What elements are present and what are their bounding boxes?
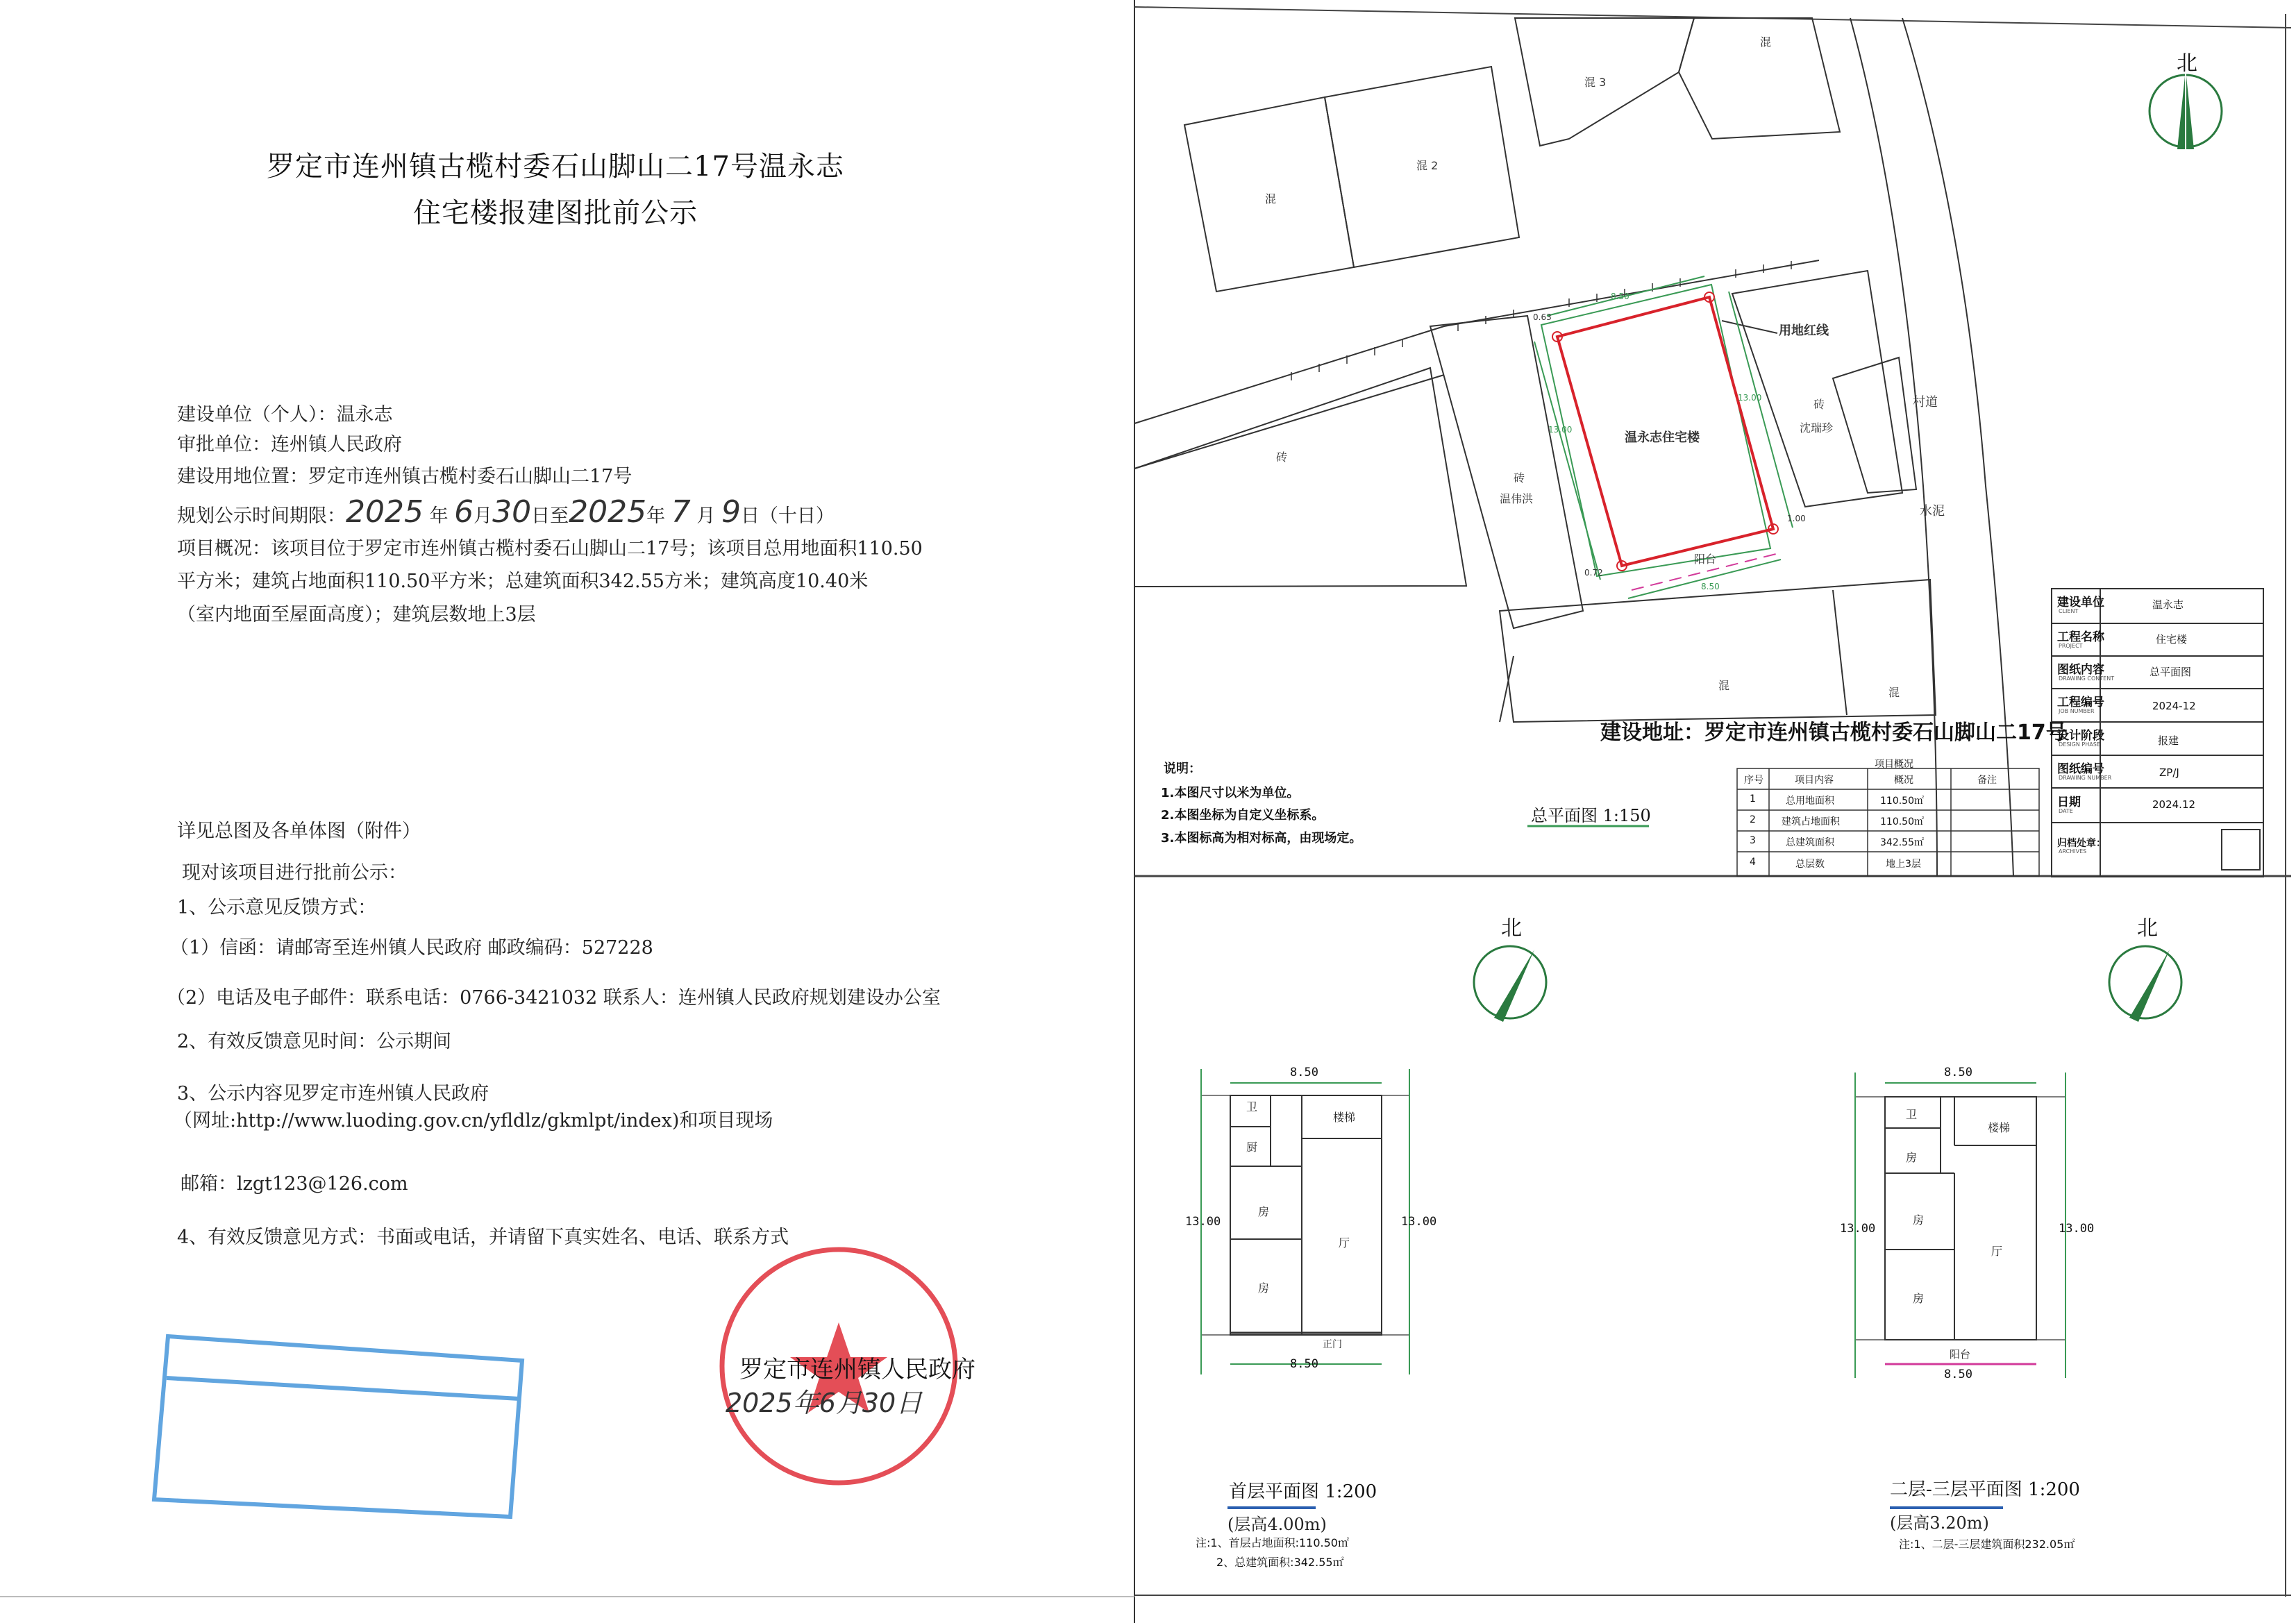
notice-title-line2: 住宅楼报建图批前公示 bbox=[413, 197, 698, 229]
period-day-unit-end: 日（十日） bbox=[740, 505, 835, 527]
floor1-note2: 2、总建筑面积:342.55㎡ bbox=[1216, 1556, 1344, 1569]
floor1-room-hall: 厅 bbox=[1339, 1236, 1350, 1250]
label-hun-left: 混 bbox=[1265, 192, 1277, 205]
tb-job-label: 工程编号 bbox=[2057, 696, 2104, 709]
table-cell: 110.50㎡ bbox=[1880, 816, 1924, 827]
tb-number-label: 图纸编号 bbox=[2057, 762, 2104, 776]
floor2-room-stairs: 楼梯 bbox=[1988, 1121, 2011, 1134]
signature-org: 罗定市连州镇人民政府 bbox=[739, 1356, 975, 1384]
dim-site-left: 13.00 bbox=[1548, 425, 1573, 435]
floor1-plan bbox=[1201, 1069, 1409, 1374]
period-year-start: 2025 bbox=[346, 494, 424, 530]
floor2-room-bedroom3: 房 bbox=[1913, 1292, 1925, 1305]
dim-site-063: 0.63 bbox=[1533, 312, 1552, 322]
table-cell: 4 bbox=[1750, 857, 1756, 868]
table-cell: 总用地面积 bbox=[1786, 796, 1834, 807]
blue-stamp bbox=[154, 1336, 522, 1517]
label-redline: 用地红线 bbox=[1779, 323, 1829, 338]
info-overview-3: （室内地面至屋面高度）；建筑层数地上3层 bbox=[177, 604, 536, 625]
table-cell: 地上3层 bbox=[1886, 859, 1921, 870]
site-north-label: 北 bbox=[2177, 51, 2197, 76]
period-day-end: 9 bbox=[721, 494, 741, 530]
note-3: 3.本图标高为相对标高，由现场定。 bbox=[1161, 831, 1362, 846]
period-year-unit-end: 年 bbox=[646, 505, 666, 527]
floor2-dim-bottom: 8.50 bbox=[1944, 1368, 1972, 1381]
email: 邮箱：lzgt123@126.com bbox=[181, 1173, 408, 1195]
note-2: 2.本图坐标为自定义坐标系。 bbox=[1161, 808, 1325, 823]
north-arrow-floor1 bbox=[1474, 946, 1546, 1022]
table-cell: 3 bbox=[1750, 835, 1756, 846]
table-cell: 建筑占地面积 bbox=[1782, 816, 1840, 827]
tb-phase-sub: DESIGN PHASE bbox=[2059, 741, 2100, 748]
period-month-end: 7 bbox=[671, 494, 691, 530]
info-client: 建设单位（个人）：温永志 bbox=[177, 404, 393, 426]
floor1-dim-bottom: 8.50 bbox=[1290, 1357, 1318, 1371]
tb-project-sub: PROJECT bbox=[2059, 643, 2083, 649]
table-cell: 总层数 bbox=[1795, 859, 1825, 870]
feedback-method: 1、公示意见反馈方式： bbox=[177, 897, 377, 918]
period-year-end: 2025 bbox=[569, 494, 647, 530]
tb-phase-value: 报建 bbox=[2158, 734, 2179, 747]
publicity-intro: 现对该项目进行批前公示： bbox=[182, 862, 407, 884]
floor1-dim-top: 8.50 bbox=[1290, 1066, 1318, 1079]
dim-site-right: 13.00 bbox=[1738, 393, 1762, 403]
table-header-summary: 概况 bbox=[1894, 775, 1913, 786]
tb-archive-label: 归档处章： bbox=[2057, 838, 2106, 849]
tb-phase-label: 设计阶段 bbox=[2057, 729, 2104, 743]
dim-site-bottom: 8.50 bbox=[1701, 582, 1720, 591]
floor2-dim-right: 13.00 bbox=[2059, 1222, 2095, 1236]
floor1-room-kitchen: 厨 bbox=[1246, 1141, 1258, 1154]
floor1-room-stairs: 楼梯 bbox=[1333, 1111, 1356, 1124]
site-plan bbox=[1134, 18, 2263, 877]
label-hun2: 混 2 bbox=[1416, 159, 1439, 172]
tb-project-label: 工程名称 bbox=[2057, 630, 2104, 644]
period-to: 日至 bbox=[531, 505, 569, 527]
site-plan-title: 总平面图 1:150 bbox=[1531, 806, 1651, 825]
label-hun-bottom2: 混 bbox=[1888, 686, 1900, 699]
floor1-dim-left: 13.00 bbox=[1185, 1215, 1221, 1229]
floor2-room-hall: 厅 bbox=[1991, 1245, 2003, 1258]
tb-archive-sub: ARCHIVES bbox=[2059, 848, 2087, 855]
tb-number-value: ZP/J bbox=[2159, 766, 2179, 779]
floor2-room-bath: 卫 bbox=[1906, 1108, 1918, 1121]
floor1-room-bath: 卫 bbox=[1246, 1100, 1258, 1113]
label-hun-bottom1: 混 bbox=[1718, 679, 1730, 692]
tb-client-sub: CLIENT bbox=[2059, 608, 2079, 614]
label-wen-weihong: 温伟洪 bbox=[1500, 492, 1534, 505]
label-brick-left: 砖 bbox=[1276, 451, 1288, 464]
label-village-road: 村道 bbox=[1913, 395, 1938, 410]
floor1-room-bedroom1: 房 bbox=[1258, 1205, 1270, 1218]
feedback-phone: （2）电话及电子邮件：联系电话：0766-3421032 联系人：连州镇人民政府规划建设办公室 bbox=[167, 987, 941, 1009]
feedback-letter: （1）信函：请邮寄至连州镇人民政府 邮政编码：527228 bbox=[170, 937, 653, 959]
table-cell: 总建筑面积 bbox=[1786, 837, 1834, 848]
notice-title-line1: 罗定市连州镇古榄村委石山脚山二17号温永志 bbox=[267, 151, 844, 183]
content-location: 3、公示内容见罗定市连州镇人民政府 bbox=[177, 1083, 489, 1104]
signature-date: 2025年6月30日 bbox=[726, 1388, 923, 1418]
period-label: 规划公示时间期限： bbox=[177, 505, 346, 527]
table-caption: 项目概况 bbox=[1875, 759, 1913, 770]
info-period bbox=[177, 494, 835, 530]
floor2-room-bedroom1: 房 bbox=[1906, 1151, 1918, 1164]
site-address: 建设地址：罗定市连州镇古榄村委石山脚山二17号 bbox=[1600, 721, 2067, 745]
attachment-note: 详见总图及各单体图（附件） bbox=[177, 821, 421, 842]
label-hun-top: 混 bbox=[1760, 35, 1772, 49]
label-brick-wen: 砖 bbox=[1514, 471, 1525, 485]
floor1-subtitle: (层高4.00m) bbox=[1227, 1515, 1327, 1534]
table-cell: 342.55㎡ bbox=[1880, 837, 1924, 848]
period-month-start: 6 bbox=[454, 494, 474, 530]
tb-job-sub: JOB NUMBER bbox=[2059, 708, 2095, 714]
floor2-note1: 注:1、二层-三层建筑面积232.05㎡ bbox=[1899, 1538, 2075, 1551]
table-header-remark: 备注 bbox=[1977, 775, 1997, 786]
floor2-subtitle: (层高3.20m) bbox=[1890, 1513, 1989, 1533]
north-arrow-floor2 bbox=[2109, 946, 2181, 1022]
note-1: 1.本图尺寸以米为单位。 bbox=[1161, 786, 1300, 800]
label-building: 温永志住宅楼 bbox=[1625, 430, 1700, 445]
tb-date-label: 日期 bbox=[2057, 796, 2081, 809]
floor1-main-door: 正门 bbox=[1323, 1339, 1342, 1350]
period-month-unit-end: 月 bbox=[696, 505, 716, 527]
period-month-unit: 月 bbox=[474, 505, 493, 527]
label-cement: 水泥 bbox=[1920, 504, 1945, 519]
floor1-dim-right: 13.00 bbox=[1401, 1215, 1437, 1229]
table-cell: 110.50㎡ bbox=[1880, 796, 1924, 807]
tb-date-sub: DATE bbox=[2059, 808, 2073, 814]
floor1-title: 首层平面图 1:200 bbox=[1229, 1481, 1377, 1502]
website: （网址:http://www.luoding.gov.cn/yfldlz/gkmlpt/index)和项目现场 bbox=[174, 1110, 773, 1132]
floor1-note1: 注:1、首层占地面积:110.50㎡ bbox=[1196, 1536, 1349, 1549]
floor2-dim-left: 13.00 bbox=[1840, 1222, 1876, 1236]
dim-site-100: 1.00 bbox=[1787, 514, 1806, 523]
north-arrow-site bbox=[2150, 69, 2222, 149]
tb-number-sub: DRAWING NUMBER bbox=[2059, 775, 2112, 781]
info-approver: 审批单位：连州镇人民政府 bbox=[177, 434, 402, 455]
info-location: 建设用地位置：罗定市连州镇古榄村委石山脚山二17号 bbox=[177, 466, 632, 487]
dim-site-top: 8.50 bbox=[1611, 292, 1629, 301]
table-cell: 1 bbox=[1750, 793, 1756, 805]
info-overview-2: 平方米；建筑占地面积110.50平方米；总建筑面积342.55方米；建筑高度10.40米 bbox=[177, 571, 869, 592]
floor2-room-bedroom2: 房 bbox=[1913, 1213, 1925, 1227]
notes-title: 说明： bbox=[1164, 762, 1201, 776]
floor2-dim-top: 8.50 bbox=[1944, 1066, 1972, 1079]
period-day-start: 30 bbox=[492, 494, 532, 530]
floor1-room-bedroom2: 房 bbox=[1258, 1281, 1270, 1295]
tb-content-value: 总平面图 bbox=[2150, 666, 2192, 678]
info-overview-1: 项目概况：该项目位于罗定市连州镇古榄村委石山脚山二17号；该项目总用地面积110.50 bbox=[177, 538, 923, 560]
tb-project-value: 住宅楼 bbox=[2156, 633, 2188, 646]
table-cell: 2 bbox=[1750, 814, 1756, 825]
floor1-north-label: 北 bbox=[1501, 916, 1522, 941]
floor2-plan bbox=[1855, 1073, 2065, 1378]
tb-content-sub: DRAWING CONTENT bbox=[2059, 675, 2115, 682]
floor2-north-label: 北 bbox=[2137, 916, 2158, 941]
label-shen-ruizhen: 沈瑞珍 bbox=[1800, 421, 1834, 435]
table-header-no: 序号 bbox=[1744, 775, 1763, 786]
label-hun3: 混 3 bbox=[1584, 76, 1607, 89]
label-brick-shen: 砖 bbox=[1813, 398, 1825, 411]
tb-job-value: 2024-12 bbox=[2152, 700, 2196, 712]
dim-site-072: 0.72 bbox=[1584, 568, 1603, 578]
tb-client-value: 温永志 bbox=[2152, 598, 2184, 611]
label-balcony: 阳台 bbox=[1694, 553, 1717, 566]
feedback-method-4: 4、有效反馈意见方式：书面或电话，并请留下真实姓名、电话、联系方式 bbox=[177, 1227, 789, 1248]
tb-content-label: 图纸内容 bbox=[2057, 663, 2104, 677]
floor2-title: 二层-三层平面图 1:200 bbox=[1890, 1479, 2080, 1500]
tb-client-label: 建设单位 bbox=[2057, 596, 2104, 609]
table-header-item: 项目内容 bbox=[1795, 775, 1834, 786]
floor2-balcony: 阳台 bbox=[1950, 1348, 1971, 1361]
feedback-time: 2、有效反馈意见时间：公示期间 bbox=[177, 1031, 452, 1052]
period-year-unit: 年 bbox=[429, 505, 449, 527]
tb-date-value: 2024.12 bbox=[2152, 798, 2196, 811]
